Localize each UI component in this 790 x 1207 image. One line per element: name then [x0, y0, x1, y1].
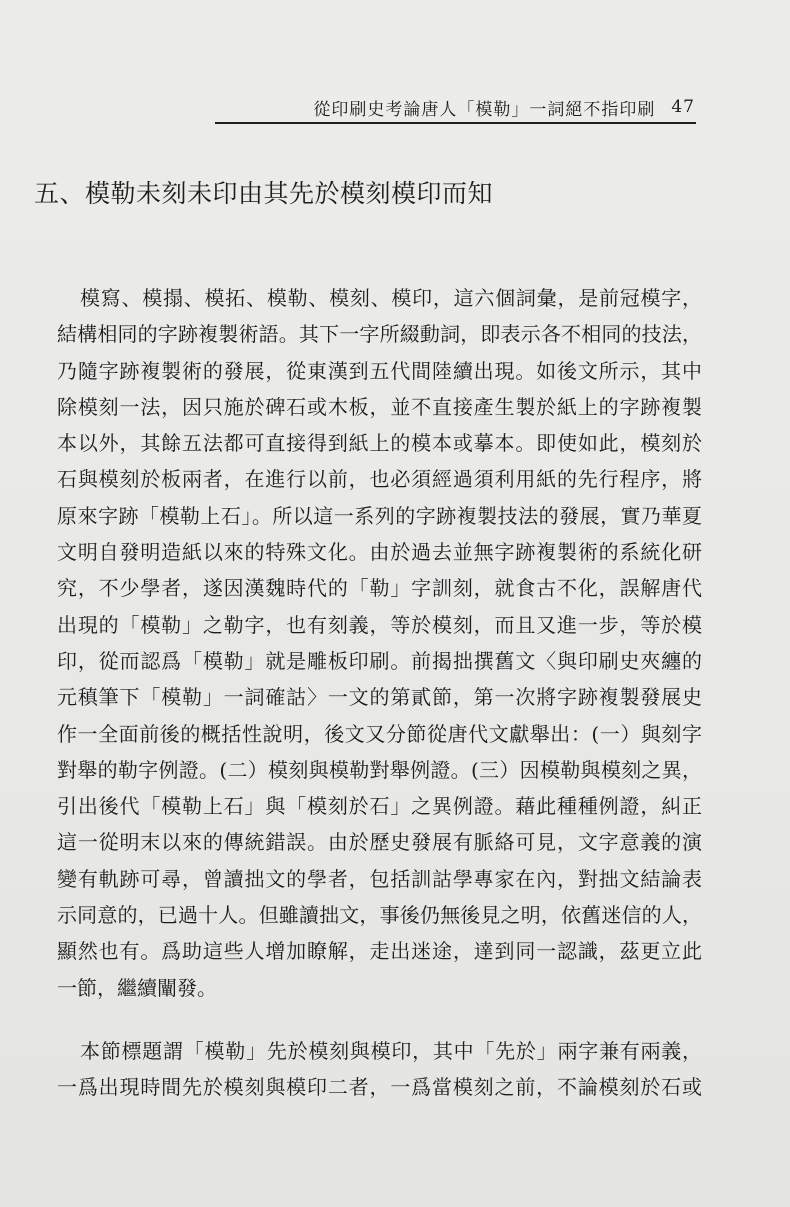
paragraph-gap [57, 1006, 702, 1033]
body-text [57, 280, 702, 1106]
paragraph-line: 文明自發明造紙以來的特殊文化。由於過去並無字跡複製術的系統化研 [57, 540, 702, 565]
paragraph-line: 乃隨字跡複製術的發展，從東漢到五代間陸續出現。如後文所示，其中 [57, 358, 702, 383]
paragraph-line: 一節，繼續闡發。 [57, 975, 217, 1000]
paragraph-line: 出現的「模勒」之勒字，也有刻義，等於模刻，而且又進一步，等於模 [57, 612, 702, 637]
paragraph-line: 這一從明末以來的傳統錯誤。由於歷史發展有脈絡可見，文字意義的演 [57, 830, 702, 855]
paragraph-line: 本以外，其餘五法都可直接得到紙上的模本或摹本。即使如此，模刻於 [57, 431, 702, 456]
running-header-title: 從印刷史考論唐人「模勒」一詞絕不指印刷 [313, 99, 656, 120]
paragraph-line: 本節標題謂「模勒」先於模刻與模印，其中「先於」兩字兼有兩義， [80, 1038, 702, 1063]
paragraph-line: 引出後代「模勒上石」與「模刻於石」之異例證。藉此種種例證，糾正 [57, 794, 702, 819]
paragraph-line: 印，從而認爲「模勒」就是雕板印刷。前揭拙撰舊文〈與印刷史夾纏的 [57, 648, 702, 673]
paragraph-line: 究，不少學者，遂因漢魏時代的「勒」字訓刻，就食古不化，誤解唐代 [57, 576, 702, 601]
paragraph-line: 一爲出現時間先於模刻與模印二者，一爲當模刻之前，不論模刻於石或 [57, 1075, 702, 1100]
section-heading: 五、模勒未刻未印由其先於模刻模印而知 [34, 179, 494, 208]
paragraph-line: 示同意的，已過十人。但雖讀拙文，事後仍無後見之明，依舊迷信的人， [57, 903, 702, 928]
paragraph-line: 作一全面前後的概括性說明，後文又分節從唐代文獻舉出：(一）與刻字 [57, 721, 702, 746]
paragraph-line: 變有軌跡可尋，曾讀拙文的學者，包括訓詁學專家在內，對拙文結論表 [57, 866, 702, 891]
running-header [215, 92, 695, 122]
paragraph-line: 模寫、模搨、模拓、模勒、模刻、模印，這六個詞彙，是前冠模字， [80, 286, 702, 310]
paragraph-line: 除模刻一法，因只施於碑石或木板，並不直接產生製於紙上的字跡複製 [57, 394, 702, 419]
paragraph-line: 對舉的勒字例證。(二）模刻與模勒對舉例證。(三）因模勒與模刻之異， [57, 757, 702, 782]
paragraph-line: 元稹筆下「模勒」一詞確詁〉一文的第貳節，第一次將字跡複製發展史 [57, 685, 702, 710]
paragraph-line: 石與模刻於板兩者，在進行以前，也必須經過須利用紙的先行程序，將 [57, 467, 702, 492]
page-number: 47 [671, 97, 695, 117]
paragraph-line: 顯然也有。爲助這些人增加瞭解，走出迷途，達到同一認識，茲更立此 [57, 939, 702, 964]
header-rule [215, 122, 696, 124]
paragraph-line: 原來字跡「模勒上石」。所以這一系列的字跡複製技法的發展，實乃華夏 [57, 503, 702, 528]
paragraph-line: 結構相同的字跡複製術語。其下一字所綴動詞，即表示各不相同的技法， [57, 322, 702, 347]
